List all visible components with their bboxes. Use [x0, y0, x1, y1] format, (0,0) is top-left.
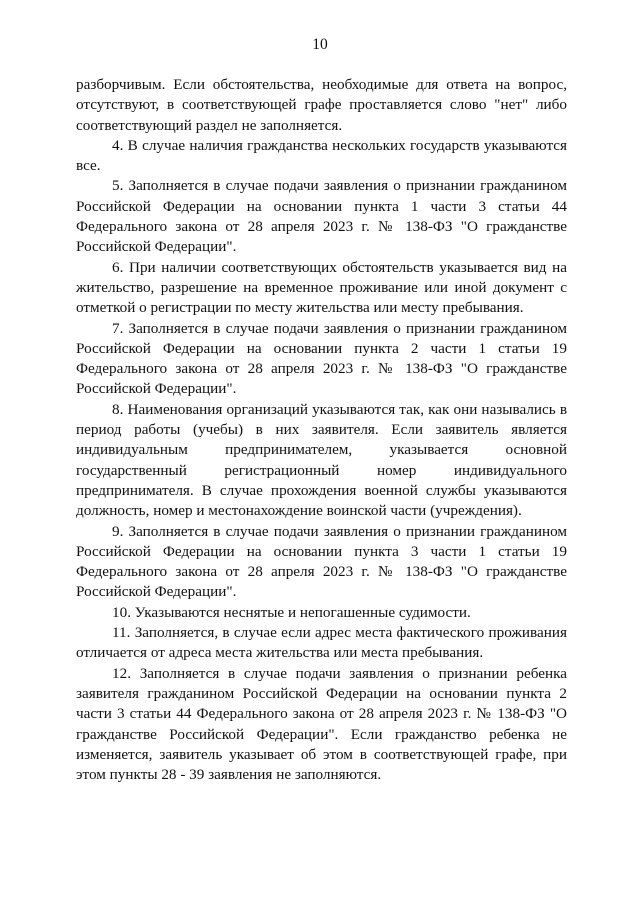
paragraph-item-4: 4. В случае наличия гражданства нескольких государств указываются все. — [76, 136, 567, 175]
paragraph-item-11: 11. Заполняется, в случае если адрес места фактического проживания отличается от адреса места жительства или места пребывания. — [76, 624, 567, 662]
paragraph-item-8: 8. Наименования организаций указываются так, как они назывались в период работы (учебы) в них заявителя. Если заявитель является индивидуальным предпринимателем, указывается основной государственный регистрационный номер индивидуального предпринимателя. В случае прохождения военной службы указываются должность, номер и местонахождение воинской части (учреждения). — [76, 400, 567, 520]
page-number: 10 — [312, 36, 328, 53]
paragraph-item-7: 7. Заполняется в случае подачи заявления о признании гражданином Российской Федерации на основании пункта 2 части 1 статьи 19 Федерального закона от 28 апреля 2023 г. № 138-ФЗ "О гражданстве Российской Федерации". — [76, 319, 567, 398]
paragraph-item-5: 5. Заполняется в случае подачи заявления о признании гражданином Российской Федерации на основании пункта 1 части 3 статьи 44 Федерального закона от 28 апреля 2023 г. № 138-ФЗ "О гражданстве Российской Федерации". — [76, 177, 567, 256]
paragraph-continuation: разборчивым. Если обстоятельства, необходимые для ответа на вопрос, отсутствуют, в соответствующей графе проставляется слово "нет" либо соответствующий раздел не заполняется. — [76, 76, 567, 134]
document-body — [76, 75, 567, 785]
paragraph-item-9: 9. Заполняется в случае подачи заявления о признании гражданином Российской Федерации на основании пункта 3 части 1 статьи 19 Федерального закона от 28 апреля 2023 г. № 138-ФЗ "О гражданстве Российской Федерации". — [76, 522, 567, 601]
paragraph-item-6: 6. При наличии соответствующих обстоятельств указывается вид на жительство, разрешение на временное проживание или иной документ с отметкой о регистрации по месту жительства или месту пребывания. — [76, 258, 567, 317]
paragraph-item-12: 12. Заполняется в случае подачи заявления о признании ребенка заявителя гражданином Российской Федерации на основании пункта 2 части 3 статьи 44 Федерального закона от 28 апреля 2023 г. № 138-ФЗ "О гражданстве Российской Федерации". Если гражданство ребенка не изменяется, заявитель указывает об этом в соответствующей графе, при этом пункты 28 - 39 заявления не заполняются. — [76, 664, 567, 784]
paragraph-item-10: 10. Указываются неснятые и непогашенные судимости. — [112, 603, 471, 621]
